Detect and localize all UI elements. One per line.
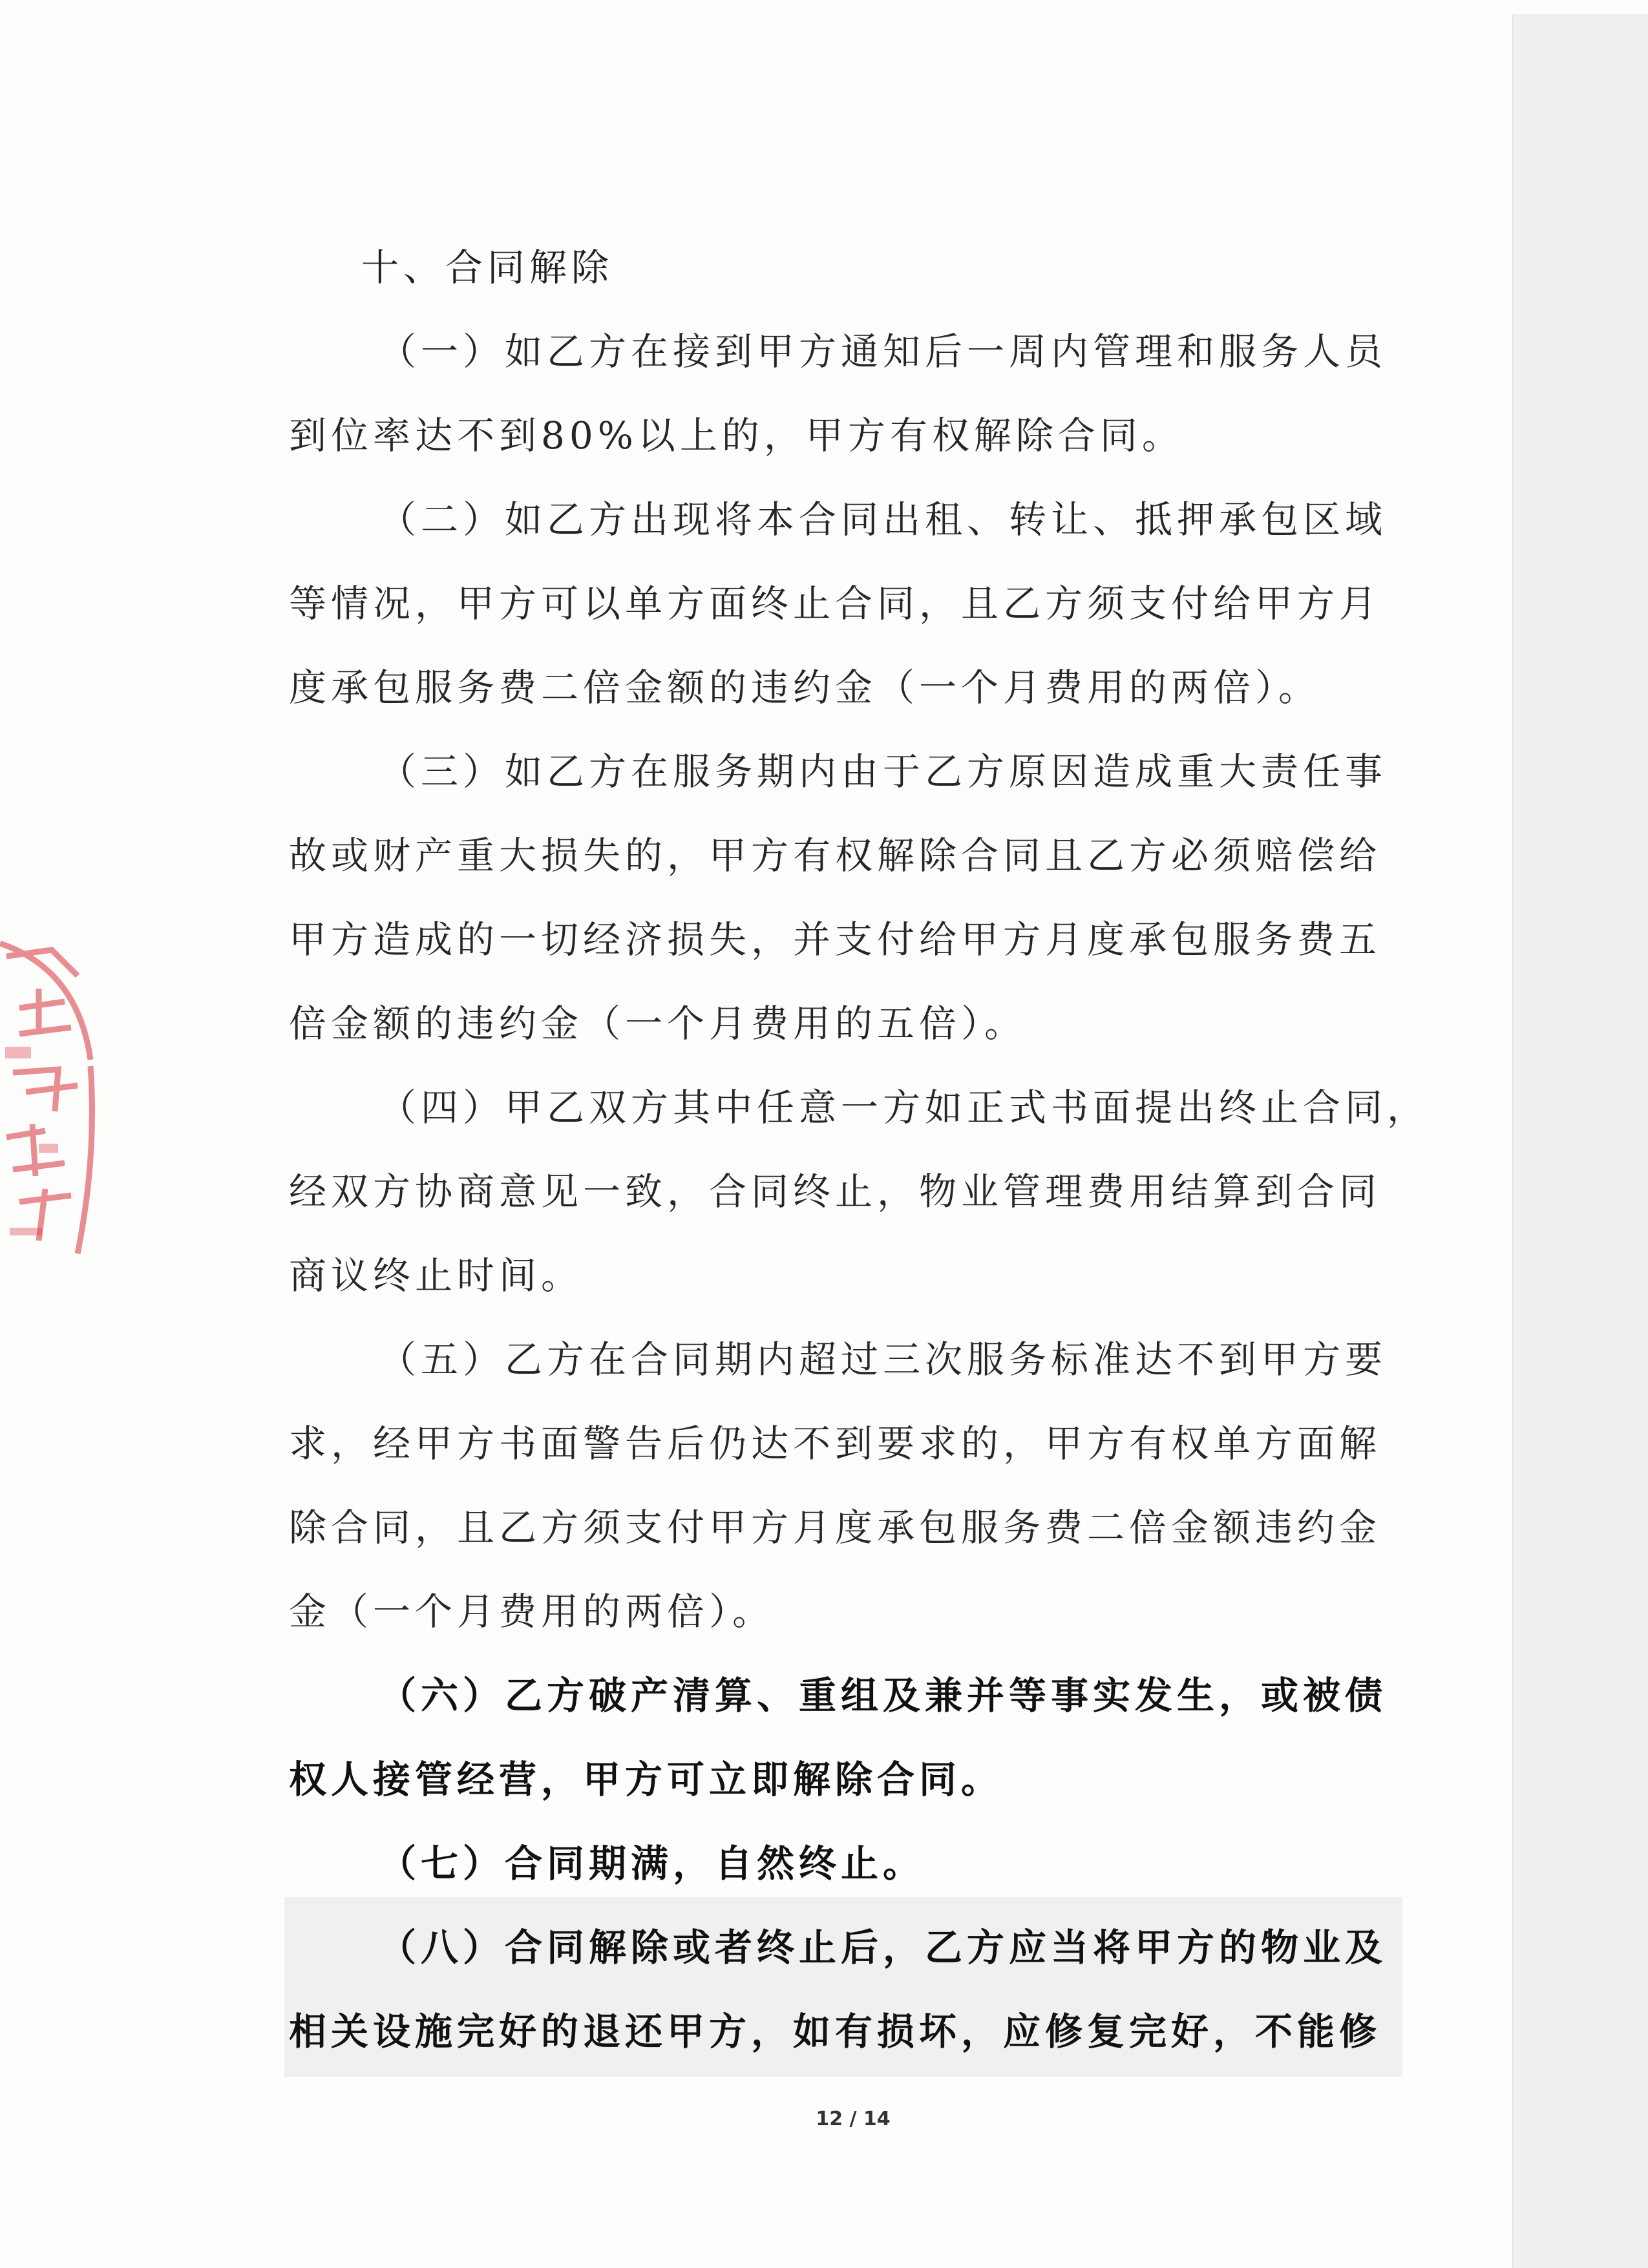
- clause-4-line-3: 商议终止时间。: [289, 1254, 584, 1297]
- clause-1-line-2: 到位率达不到80%以上的，甲方有权解除合同。: [289, 414, 1184, 457]
- clause-7-line-1: （七）合同期满，自然终止。: [379, 1842, 925, 1885]
- document-body: [0, 226, 1506, 2074]
- clause-3: [0, 730, 1506, 1066]
- section-heading: 十、合同解除: [361, 246, 614, 289]
- clause-4-line-1: （四）甲乙双方其中任意一方如正式书面提出终止合同，: [379, 1086, 1430, 1129]
- clause-6-line-2: 权人接管经营，甲方可立即解除合同。: [289, 1758, 1004, 1801]
- clause-2-line-3: 度承包服务费二倍金额的违约金（一个月费用的两倍）。: [289, 666, 1321, 709]
- clause-5-line-1: （五）乙方在合同期内超过三次服务标准达不到甲方要: [379, 1338, 1388, 1381]
- clause-3-line-2: 故或财产重大损失的，甲方有权解除合同且乙方必须赔偿给: [289, 834, 1382, 877]
- page-number: 12 / 14: [816, 2108, 891, 2130]
- clause-5-line-4: 金（一个月费用的两倍）。: [289, 1590, 775, 1633]
- clause-4: [0, 1066, 1506, 1318]
- clause-1-line-1: （一）如乙方在接到甲方通知后一周内管理和服务人员: [379, 330, 1388, 373]
- clause-7: [0, 1822, 1506, 1906]
- clause-6-line-1: （六）乙方破产清算、重组及兼并等事实发生，或被债: [379, 1674, 1388, 1717]
- clause-5-line-3: 除合同，且乙方须支付甲方月度承包服务费二倍金额违约金: [289, 1506, 1382, 1549]
- clause-2-line-1: （二）如乙方出现将本合同出租、转让、抵押承包区域: [379, 498, 1388, 541]
- clause-1: [0, 310, 1506, 478]
- clause-2-line-2: 等情况，甲方可以单方面终止合同，且乙方须支付给甲方月: [289, 582, 1382, 625]
- clause-4-line-2: 经双方协商意见一致，合同终止，物业管理费用结算到合同: [289, 1170, 1382, 1213]
- clause-5-line-2: 求，经甲方书面警告后仍达不到要求的，甲方有权单方面解: [289, 1422, 1382, 1465]
- clause-8: [0, 1906, 1506, 2074]
- clause-8-line-2: 相关设施完好的退还甲方，如有损坏，应修复完好，不能修: [289, 2010, 1382, 2053]
- adjacent-page-edge: [1512, 14, 1648, 2268]
- clause-2: [0, 478, 1506, 730]
- clause-6: [0, 1654, 1506, 1822]
- clause-8-line-1: （八）合同解除或者终止后，乙方应当将甲方的物业及: [379, 1926, 1388, 1969]
- clause-3-line-4: 倍金额的违约金（一个月费用的五倍）。: [289, 1002, 1027, 1045]
- clause-3-line-1: （三）如乙方在服务期内由于乙方原因造成重大责任事: [379, 750, 1388, 793]
- clause-3-line-3: 甲方造成的一切经济损失，并支付给甲方月度承包服务费五: [289, 918, 1382, 961]
- clause-5: [0, 1318, 1506, 1654]
